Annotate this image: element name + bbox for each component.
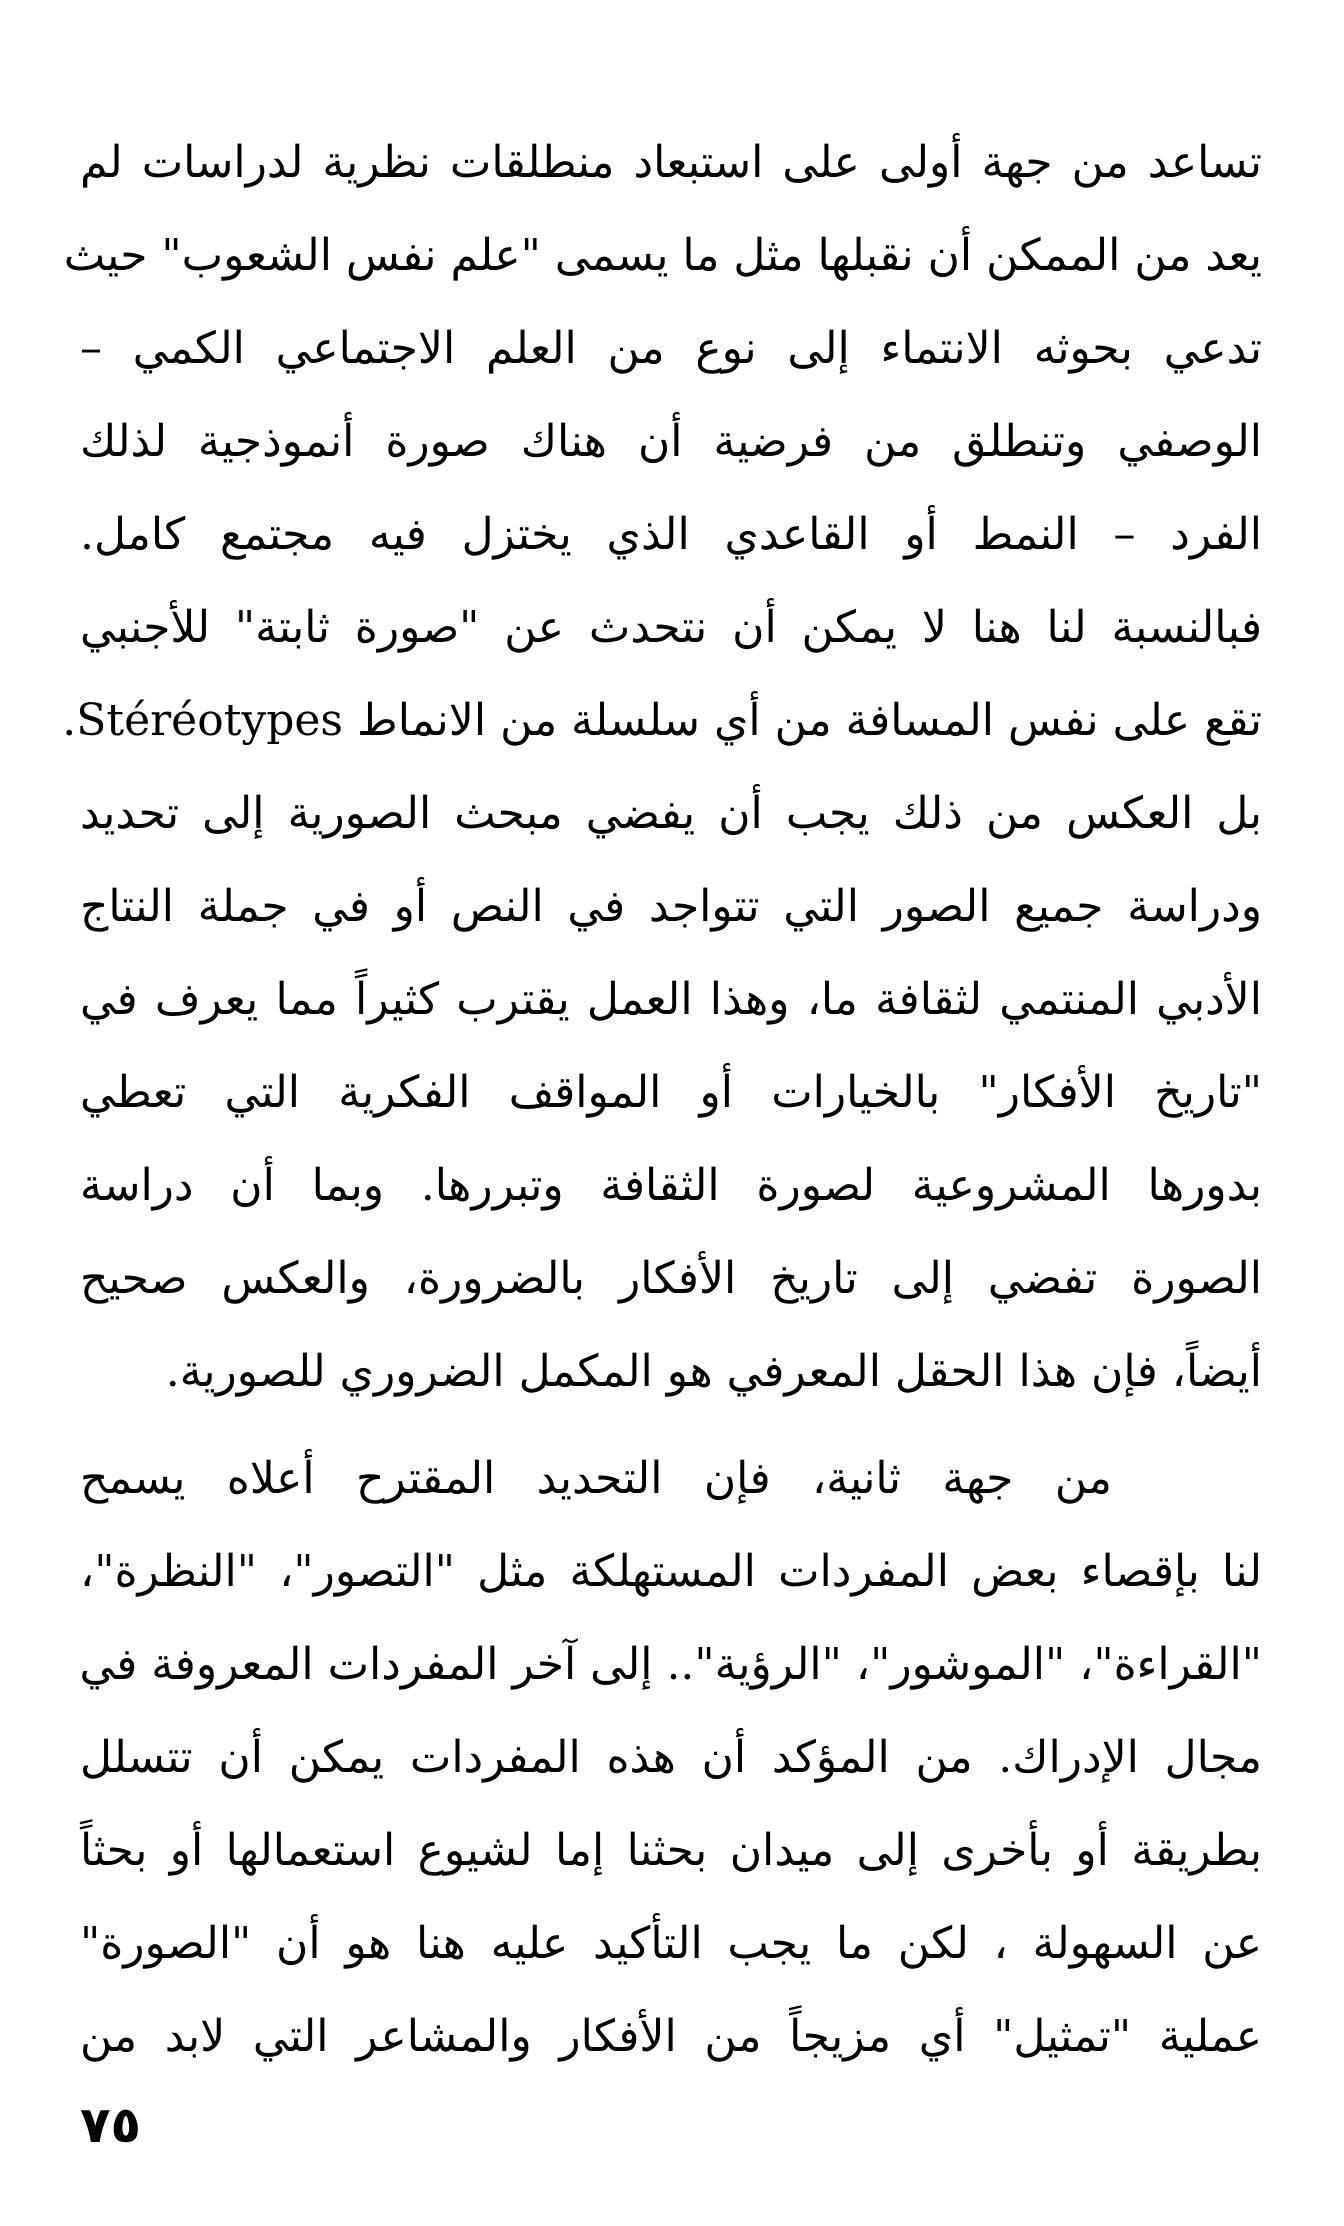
text-line: تساعد من جهة أولى على استبعاد منطلقات نظرية لدراسات لم <box>80 137 1262 188</box>
text-line: مجال الإدراك. من المؤكد أن هذه المفردات يمكن أن تتسلل <box>80 1732 1262 1783</box>
text-line: الأدبي المنتمي لثقافة ما، وهذا العمل يقترب كثيراً مما يعرف في <box>80 974 1262 1025</box>
text-line: عن السهولة ، لكن ما يجب التأكيد عليه هنا هو أن "الصورة" <box>80 1918 1262 1969</box>
text-line: عملية "تمثيل" أي مزيجاً من الأفكار والمشاعر التي لابد من <box>80 2011 1262 2062</box>
text-line: بل العكس من ذلك يجب أن يفضي مبحث الصورية إلى تحديد <box>80 788 1262 839</box>
text-line: تقع على نفس المسافة من أي سلسلة من الانماط Stéréotypes. <box>62 695 1262 746</box>
paragraph-2 <box>80 1432 1262 2083</box>
text-line: فبالنسبة لنا هنا لا يمكن أن نتحدث عن "صورة ثابتة" للأجنبي <box>80 602 1262 653</box>
text-line: "تاريخ الأفكار" بالخيارات أو المواقف الفكرية التي تعطي <box>80 1067 1262 1118</box>
text-line: "القراءة"، "الموشور"، "الرؤية".. إلى آخر المفردات المعروفة في <box>79 1639 1262 1690</box>
text-line: بطريقة أو بأخرى إلى ميدان بحثنا إما لشيوع استعمالها أو بحثاً <box>80 1825 1262 1876</box>
text-line: ودراسة جميع الصور التي تتواجد في النص أو في جملة النتاج <box>80 881 1262 932</box>
text-line: لنا بإقصاء بعض المفردات المستهلكة مثل "التصور"، "النظرة"، <box>80 1546 1262 1597</box>
page-number: ٧٥ <box>80 2096 142 2154</box>
text-line: بدورها المشروعية لصورة الثقافة وتبررها. وبما أن دراسة <box>80 1160 1262 1211</box>
text-line: الفرد – النمط أو القاعدي الذي يختزل فيه مجتمع كامل. <box>80 509 1262 560</box>
text-line: يعد من الممكن أن نقبلها مثل ما يسمى "علم نفس الشعوب" حيث <box>63 230 1262 281</box>
text-line: أيضاً، فإن هذا الحقل المعرفي هو المكمل الضروري للصورية. <box>165 1346 1262 1397</box>
text-line: تدعي بحوثه الانتماء إلى نوع من العلم الاجتماعي الكمي – <box>80 323 1262 374</box>
text-line: من جهة ثانية، فإن التحديد المقترح أعلاه يسمح <box>80 1453 1112 1504</box>
text-line: الصورة تفضي إلى تاريخ الأفكار بالضرورة، والعكس صحيح <box>80 1253 1262 1304</box>
paragraph-1 <box>62 116 1262 1418</box>
text-line: الوصفي وتنطلق من فرضية أن هناك صورة أنموذجية لذلك <box>80 416 1262 467</box>
